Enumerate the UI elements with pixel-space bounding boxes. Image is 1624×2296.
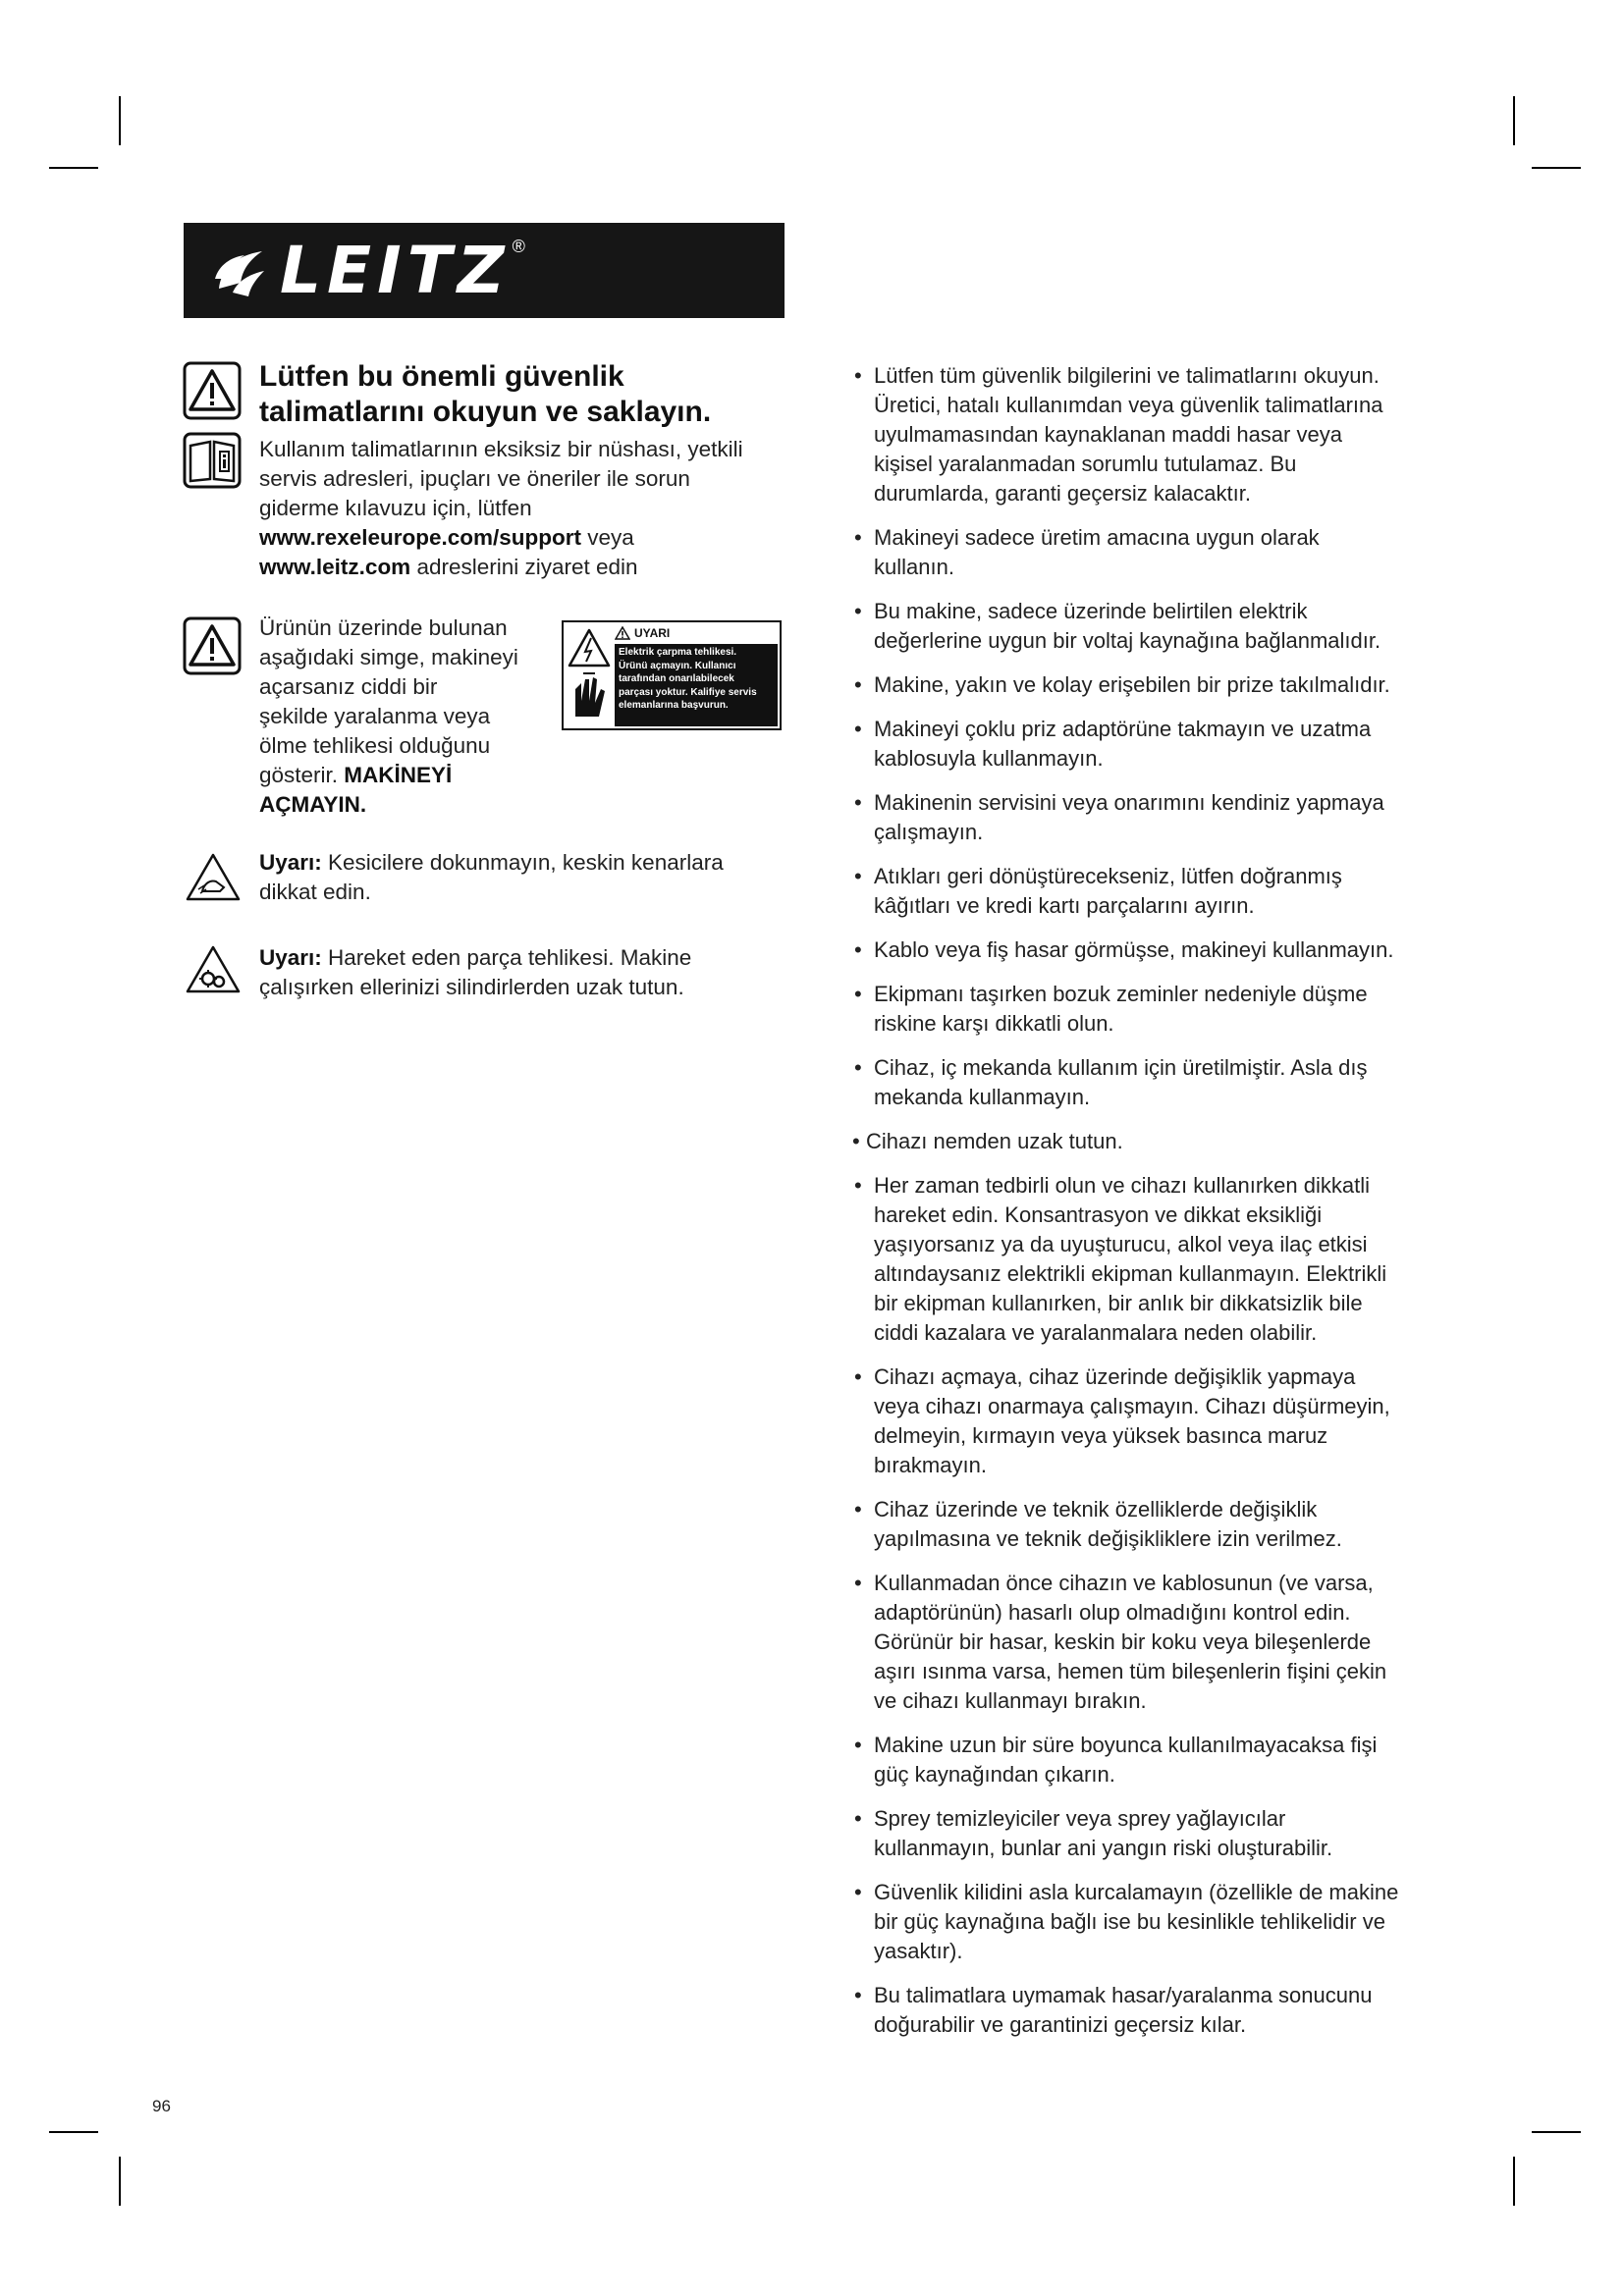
list-item	[852, 1362, 1441, 1480]
text-line: kâğıtları ve kredi kartı parçalarını ayırın.	[874, 893, 1255, 918]
list-item	[852, 980, 1441, 1039]
list-item	[852, 361, 1441, 508]
crop-mark	[119, 96, 121, 145]
emphasis-text: AÇMAYIN.	[259, 792, 367, 817]
moving-parts-hazard-icon	[185, 944, 242, 995]
text-fragment: adreslerini ziyaret edin	[410, 555, 638, 579]
text-line: Bu talimatlara uymamak hasar/yaralanma sonucunu	[874, 1983, 1373, 2007]
leitz-swoosh-icon	[211, 240, 274, 302]
text-line: ciddi kazalara ve yaralanmalara neden olabilir.	[874, 1320, 1318, 1345]
text-line: Makine, yakın ve kolay erişebilen bir prize takılmalıdır.	[874, 672, 1390, 697]
list-item	[852, 670, 1441, 700]
list-item	[852, 862, 1441, 921]
text-line: Görünür bir hasar, keskin bir koku veya bileşenlerde	[874, 1629, 1372, 1654]
bullet-dot: •	[854, 1497, 862, 1522]
text-line: değerlerine uygun bir voltaj kaynağına bağlanmalıdır.	[874, 628, 1381, 653]
text-line: tarafından onarılabilecek	[619, 673, 734, 684]
text-line: adaptörünün) hasarlı olup olmadığını kontrol edin.	[874, 1600, 1351, 1625]
text-line: Bu makine, sadece üzerinde belirtilen elektrik	[874, 599, 1308, 623]
list-item	[852, 1053, 1441, 1112]
bullet-dot: •	[854, 599, 862, 623]
bullet-dot: •	[854, 363, 862, 388]
text-line: Kablo veya fiş hasar görmüşse, makineyi kullanmayın.	[874, 937, 1394, 962]
page-title-line: talimatlarını okuyun ve saklayın.	[259, 396, 712, 428]
warning-triangle-icon	[183, 361, 242, 420]
text-line	[259, 943, 789, 973]
text-line: Makineyi çoklu priz adaptörüne takmayın ve uzatma	[874, 717, 1372, 741]
bullet-dot: •	[854, 1806, 862, 1831]
text-line	[259, 761, 554, 790]
text-line: parçası yoktur. Kalifiye servis	[619, 686, 757, 698]
bullet-dot: •	[854, 1733, 862, 1757]
text-line: ölme tehlikesi olduğunu	[259, 733, 491, 758]
text-line: durumlarda, garanti geçersiz kalacaktır.	[874, 481, 1251, 506]
text-line: kişisel yaralanmadan sorumlu tutulamaz. Bu	[874, 452, 1297, 476]
text-line: bir güç kaynağına bağlı ise bu kesinlikle tehlikelidir ve	[874, 1909, 1385, 1934]
bullet-dot: •	[854, 672, 862, 697]
list-item	[852, 1569, 1441, 1716]
warning-label-header	[615, 624, 778, 642]
warning-label-text: Uyarı:	[259, 850, 322, 875]
list-item	[852, 935, 1441, 965]
leitz-url: www.leitz.com	[259, 555, 411, 579]
text-line: Sprey temizleyiciler veya sprey yağlayıcılar	[874, 1806, 1286, 1831]
bullet-dot: •	[854, 1880, 862, 1904]
brand-wordmark: LEITZ	[280, 232, 511, 308]
text-line: dikkat edin.	[259, 880, 371, 904]
page-title-line: Lütfen bu önemli güvenlik	[259, 360, 624, 393]
text-line: yaşıyorsanız ya da uyuşturucu, alkol veya ilaç etkisi	[874, 1232, 1368, 1256]
text-line: Kullanım talimatlarının eksiksiz bir nüshası, yetkili	[259, 437, 743, 461]
warning-label-title: UYARI	[634, 626, 671, 640]
text-line: Ürünü açmayın. Kullanıcı	[619, 660, 736, 671]
text-line: kablosuyla kullanmayın.	[874, 746, 1104, 771]
bullet-dot: •	[852, 1129, 860, 1153]
bullet-dot: •	[854, 1055, 862, 1080]
text-line: yasaktır).	[874, 1939, 963, 1963]
list-item	[852, 1495, 1441, 1554]
moving-parts-warning	[259, 943, 789, 1002]
crop-mark	[49, 2131, 98, 2133]
text-line	[259, 553, 789, 582]
bullet-dot: •	[854, 717, 862, 741]
text-line: Makineyi sadece üretim amacına uygun olarak	[874, 525, 1320, 550]
manual-note	[259, 435, 789, 582]
bullet-dot: •	[854, 790, 862, 815]
text-line: altındaysanız elektrikli ekipman kullanmayın. Elektrikli	[874, 1261, 1387, 1286]
text-line	[259, 848, 789, 878]
bullet-dot: •	[854, 525, 862, 550]
text-line: doğurabilir ve garantinizi geçersiz kılar.	[874, 2012, 1247, 2037]
text-fragment: Hareket eden parça tehlikesi. Makine	[321, 945, 692, 970]
list-item	[852, 597, 1441, 656]
text-line: servis adresleri, ipuçları ve öneriler ile sorun	[259, 466, 690, 491]
warning-label-text: Uyarı:	[259, 945, 322, 970]
text-line: Ürünün üzerinde bulunan	[259, 615, 508, 640]
text-line: uyulmamasından kaynaklanan maddi hasar veya	[874, 422, 1342, 447]
cutter-warning	[259, 848, 789, 907]
text-line: Cihaz üzerinde ve teknik özelliklerde değişiklik	[874, 1497, 1318, 1522]
text-line: Güvenlik kilidini asla kurcalamayın (özellikle de makine	[874, 1880, 1399, 1904]
symbol-note	[259, 614, 554, 820]
safety-instructions-list	[852, 361, 1441, 2055]
crop-mark	[119, 2157, 121, 2206]
emphasis-text: MAKİNEYİ	[344, 763, 453, 787]
list-item	[852, 1127, 1441, 1156]
support-url: www.rexeleurope.com/support	[259, 525, 581, 550]
text-line: riskine karşı dikkatli olun.	[874, 1011, 1114, 1036]
text-line: yapılmasına ve teknik değişikliklere izin verilmez.	[874, 1526, 1342, 1551]
text-line: Her zaman tedbirli olun ve cihazı kullanırken dikkatli	[874, 1173, 1371, 1198]
text-line: Makinenin servisini veya onarımını kendiniz yapmaya	[874, 790, 1384, 815]
text-line: açarsanız ciddi bir	[259, 674, 438, 699]
text-line: hareket edin. Konsantrasyon ve dikkat eksikliği	[874, 1202, 1323, 1227]
bullet-dot: •	[854, 864, 862, 888]
page-title	[259, 359, 789, 430]
text-line	[259, 523, 789, 553]
text-line: Kullanmadan önce cihazın ve kablosunun (ve varsa,	[874, 1571, 1374, 1595]
text-line: delmeyin, kırmayın veya yüksek basınca maruz	[874, 1423, 1328, 1448]
text-fragment: veya	[581, 525, 634, 550]
text-line: Lütfen tüm güvenlik bilgilerini ve talimatlarını okuyun.	[874, 363, 1380, 388]
text-line: güç kaynağından çıkarın.	[874, 1762, 1115, 1787]
text-line: Cihazı açmaya, cihaz üzerinde değişiklik yapmaya	[874, 1364, 1356, 1389]
list-item	[852, 1804, 1441, 1863]
electric-warning-label	[562, 620, 782, 730]
text-line: çalışmayın.	[874, 820, 984, 844]
text-line: elemanlarına başvurun.	[619, 700, 729, 711]
text-line	[259, 790, 554, 820]
text-line: ve cihazı kullanmayı bırakın.	[874, 1688, 1147, 1713]
list-item	[852, 1171, 1441, 1348]
bullet-dot: •	[854, 937, 862, 962]
text-line: aşağıdaki simge, makineyi	[259, 645, 518, 669]
small-warning-icon	[615, 626, 630, 640]
bullet-dot: •	[854, 1571, 862, 1595]
bullet-dot: •	[854, 1364, 862, 1389]
text-line: Cihaz, iç mekanda kullanım için üretilmiştir. Asla dış	[874, 1055, 1368, 1080]
crop-mark	[49, 167, 98, 169]
cutter-hazard-icon	[185, 852, 242, 903]
registered-mark: ®	[512, 237, 525, 256]
brand-logo	[184, 223, 785, 318]
electric-shock-icon	[566, 624, 613, 728]
list-item	[852, 523, 1441, 582]
list-item	[852, 1981, 1441, 2040]
text-fragment: Kesicilere dokunmayın, keskin kenarlara	[321, 850, 724, 875]
text-line: Ekipmanı taşırken bozuk zeminler nedeniyle düşme	[874, 982, 1368, 1006]
text-line: kullanmayın, bunlar ani yangın riski oluşturabilir.	[874, 1836, 1333, 1860]
text-line: mekanda kullanmayın.	[874, 1085, 1091, 1109]
text-line: Makine uzun bir süre boyunca kullanılmayacaksa fişi	[874, 1733, 1378, 1757]
text-line: Elektrik çarpma tehlikesi.	[619, 647, 737, 658]
text-line: Üretici, hatalı kullanımdan veya güvenlik talimatlarına	[874, 393, 1383, 417]
list-item	[852, 788, 1441, 847]
list-item	[852, 1731, 1441, 1789]
text-line: kullanın.	[874, 555, 954, 579]
bullet-dot: •	[854, 1173, 862, 1198]
crop-mark	[1532, 167, 1581, 169]
text-line: Cihazı nemden uzak tutun.	[866, 1129, 1123, 1153]
text-line: Atıkları geri dönüştürecekseniz, lütfen doğranmış	[874, 864, 1342, 888]
text-line: bırakmayın.	[874, 1453, 987, 1477]
text-line: veya cihazı onarmaya çalışmayın. Cihazı düşürmeyin,	[874, 1394, 1390, 1418]
text-line: şekilde yaralanma veya	[259, 704, 491, 728]
text-line: bir ekipman kullanırken, bir anlık bir dikkatsizlik bile	[874, 1291, 1363, 1315]
text-line: çalışırken ellerinizi silindirlerden uzak tutun.	[259, 975, 684, 999]
manual-book-icon	[183, 432, 242, 489]
bullet-dot: •	[854, 982, 862, 1006]
text-fragment: gösterir.	[259, 763, 345, 787]
crop-mark	[1532, 2131, 1581, 2133]
warning-triangle-icon	[183, 616, 242, 675]
list-item	[852, 715, 1441, 774]
page-number: 96	[152, 2097, 171, 2115]
text-line: giderme kılavuzu için, lütfen	[259, 496, 532, 520]
bullet-dot: •	[854, 1983, 862, 2007]
crop-mark	[1513, 2157, 1515, 2206]
warning-label-body	[615, 644, 778, 726]
list-item	[852, 1878, 1441, 1966]
crop-mark	[1513, 96, 1515, 145]
text-line: aşırı ısınma varsa, hemen tüm bileşenlerin fişini çekin	[874, 1659, 1387, 1683]
